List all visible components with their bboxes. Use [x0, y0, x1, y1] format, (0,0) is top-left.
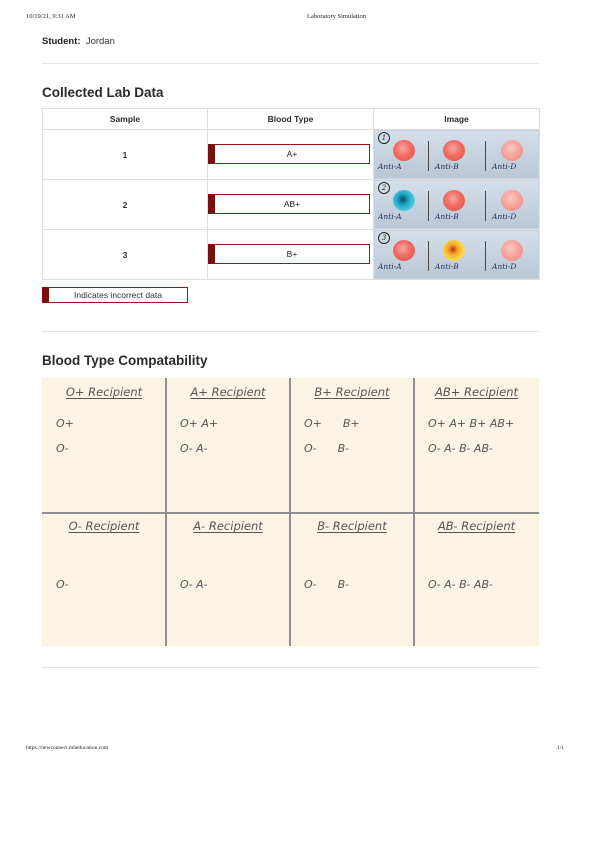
recipient-heading: O+ Recipient	[65, 385, 143, 399]
donor-line: O- A- B- AB-	[428, 578, 493, 591]
recipient-heading: AB+ Recipient	[435, 385, 518, 399]
anti-a-reaction	[393, 140, 415, 161]
sample-number-circle: 1	[378, 132, 390, 144]
anti-d-reaction	[501, 190, 523, 211]
recipient-heading: B+ Recipient	[314, 385, 390, 399]
column-header-image: Image	[374, 109, 540, 130]
sample-number-circle: 2	[378, 182, 390, 194]
test-card	[375, 131, 538, 178]
divider	[42, 63, 539, 64]
column-header-blood-type: Blood Type	[208, 109, 374, 130]
student-name: Jordan	[85, 36, 115, 47]
table-row	[43, 230, 540, 280]
sample-number: 2	[43, 180, 208, 230]
print-page-number: 1/1	[557, 745, 565, 751]
lab-data-title: Collected Lab Data	[42, 85, 164, 100]
blood-type-value-incorrect: A+	[208, 144, 370, 164]
grid-line	[42, 512, 539, 514]
anti-a-reaction	[393, 190, 415, 211]
donor-line: O+	[56, 417, 74, 430]
compatibility-title: Blood Type Compatability	[42, 353, 208, 368]
blood-type-cell	[208, 230, 374, 280]
donor-line: O- B-	[304, 442, 349, 455]
reagent-label: Anti-A	[378, 262, 402, 271]
student-label: Student:	[42, 36, 81, 47]
compat-cell-ab-neg	[414, 512, 539, 646]
sample-number-circle: 3	[378, 232, 390, 244]
card-divider	[485, 241, 486, 271]
compat-cell-o-pos	[42, 378, 166, 512]
compat-cell-ab-pos	[414, 378, 539, 512]
compat-cell-o-neg	[42, 512, 166, 646]
reagent-label: Anti-D	[492, 262, 517, 271]
test-card-image	[374, 230, 540, 280]
test-card-image	[374, 130, 540, 180]
donor-line: O- A-	[180, 578, 208, 591]
card-divider	[428, 241, 429, 271]
reagent-label: Anti-D	[492, 212, 517, 221]
donor-line: O-	[56, 578, 69, 591]
recipient-heading: AB- Recipient	[437, 519, 516, 533]
sample-number: 3	[43, 230, 208, 280]
print-datetime: 10/19/21, 9:31 AM	[26, 13, 76, 20]
recipient-heading: A+ Recipient	[190, 385, 266, 399]
donor-line: O+ B+	[304, 417, 360, 430]
anti-b-reaction	[443, 240, 465, 261]
compat-cell-b-pos	[290, 378, 414, 512]
compat-cell-a-pos	[166, 378, 290, 512]
compat-cell-a-neg	[166, 512, 290, 646]
student-info	[42, 36, 115, 47]
blood-type-cell	[208, 130, 374, 180]
card-divider	[485, 141, 486, 171]
donor-line: O- A- B- AB-	[428, 442, 493, 455]
divider	[42, 667, 539, 668]
reagent-label: Anti-B	[435, 162, 459, 171]
card-divider	[428, 141, 429, 171]
anti-b-reaction	[443, 190, 465, 211]
print-title: Laboratory Simulation	[307, 13, 367, 20]
anti-d-reaction	[501, 140, 523, 161]
blood-type-value-incorrect: B+	[208, 244, 370, 264]
recipient-heading: B- Recipient	[317, 519, 387, 533]
donor-line: O- B-	[304, 578, 349, 591]
column-header-sample: Sample	[43, 109, 208, 130]
lab-data-table	[42, 108, 540, 280]
reagent-label: Anti-D	[492, 162, 517, 171]
table-row	[43, 130, 540, 180]
compatibility-chart	[42, 378, 539, 646]
reagent-label: Anti-A	[378, 162, 402, 171]
table-row	[43, 180, 540, 230]
donor-line: O+ A+	[180, 417, 219, 430]
donor-line: O- A-	[180, 442, 208, 455]
test-card	[375, 231, 538, 278]
reagent-label: Anti-B	[435, 262, 459, 271]
anti-b-reaction	[443, 140, 465, 161]
donor-line: O-	[56, 442, 69, 455]
anti-a-reaction	[393, 240, 415, 261]
card-divider	[428, 191, 429, 221]
test-card	[375, 181, 538, 228]
anti-d-reaction	[501, 240, 523, 261]
donor-line: O+ A+ B+ AB+	[428, 417, 515, 430]
test-card-image	[374, 180, 540, 230]
print-url: https://newconnect.mheducation.com	[26, 745, 109, 751]
blood-type-cell	[208, 180, 374, 230]
reagent-label: Anti-B	[435, 212, 459, 221]
divider	[42, 331, 539, 332]
card-divider	[485, 191, 486, 221]
recipient-heading: A- Recipient	[193, 519, 263, 533]
sample-number: 1	[43, 130, 208, 180]
compat-cell-b-neg	[290, 512, 414, 646]
recipient-heading: O- Recipient	[68, 519, 140, 533]
blood-type-value-incorrect: AB+	[208, 194, 370, 214]
reagent-label: Anti-A	[378, 212, 402, 221]
incorrect-data-legend: Indicates incorrect data	[42, 287, 188, 303]
